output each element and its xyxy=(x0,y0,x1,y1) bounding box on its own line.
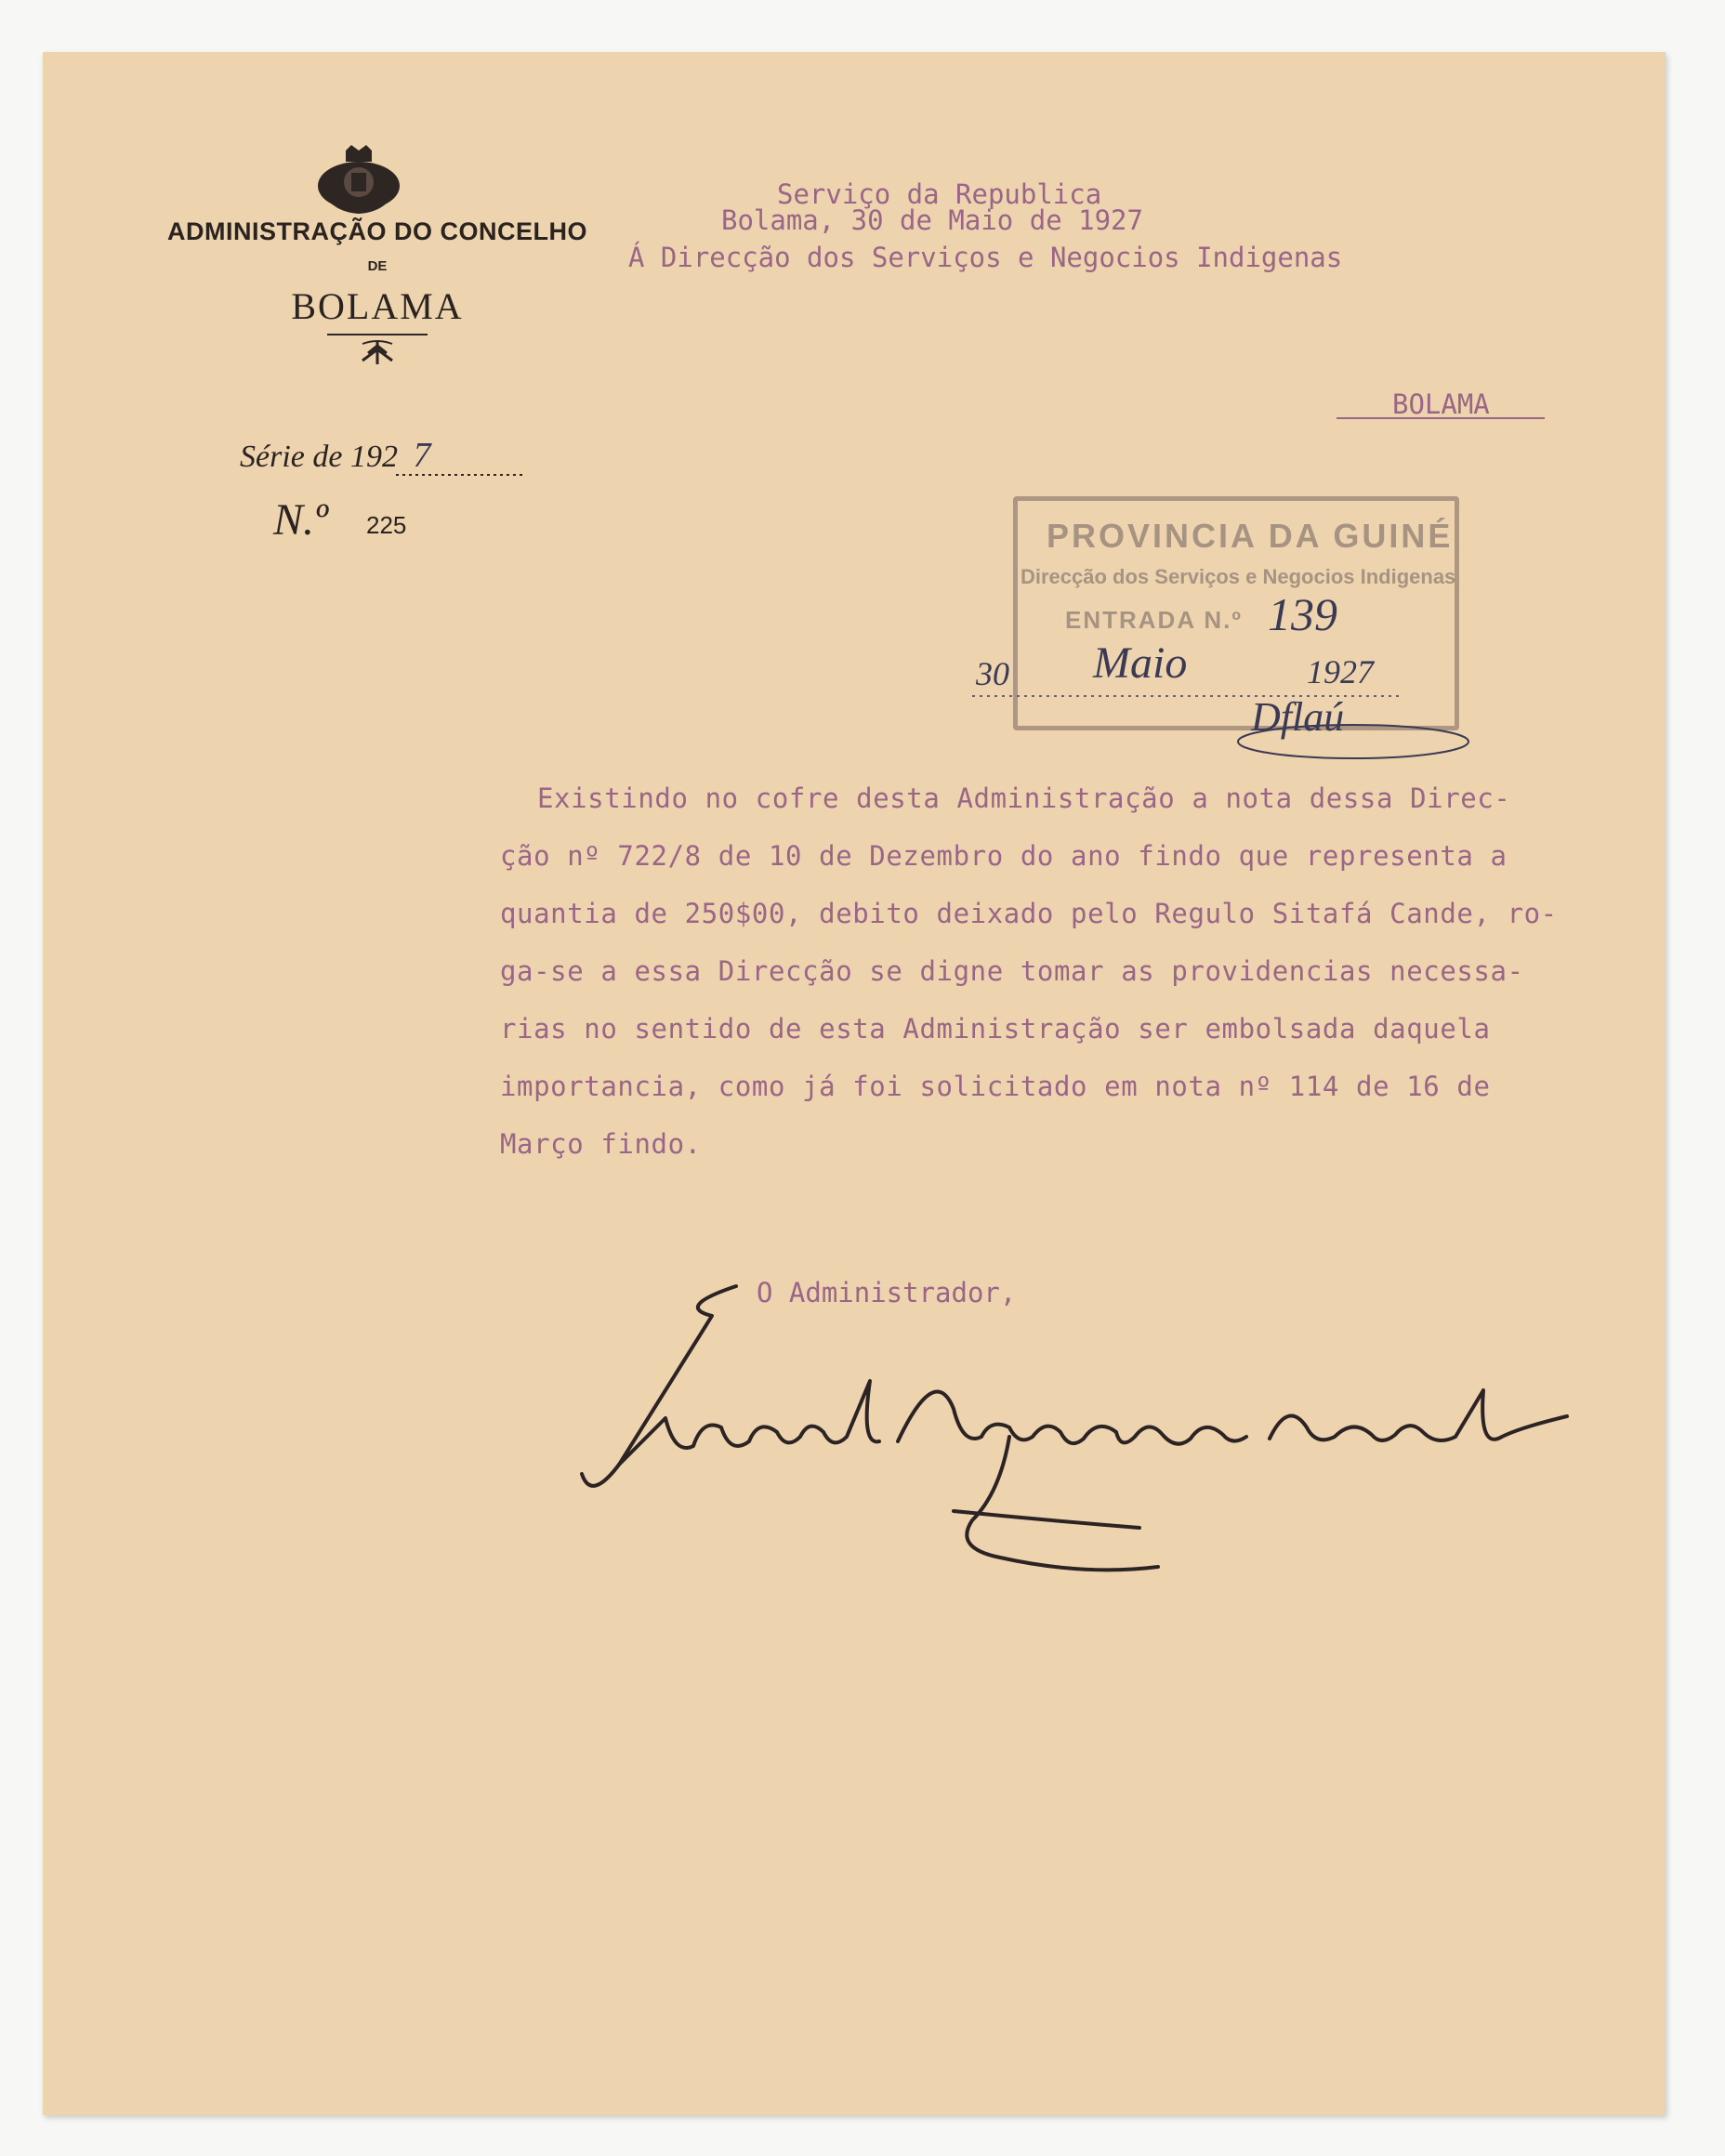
stamp-date-day: 30 xyxy=(976,655,1009,692)
body-line-4: ga-se a essa Direcção se digne tomar as providencias necessa- xyxy=(500,955,1524,987)
body-line-5: rias no sentido de esta Administração ser embolsada daquela xyxy=(500,1013,1491,1045)
header-line-3: Á Direcção dos Serviços e Negocios Indigenas xyxy=(628,242,1343,273)
number-value: 225 xyxy=(366,511,407,539)
stamp-entry-label: ENTRADA N.º xyxy=(1065,606,1243,634)
body-line-7: Março findo. xyxy=(500,1128,702,1160)
serie-dotted-line xyxy=(396,472,526,478)
body-line-1: Existindo no cofre desta Administração a nota dessa Direc- xyxy=(537,782,1511,814)
closing-salutation: O Administrador, xyxy=(757,1277,1017,1308)
stamp-date-year: 1927 xyxy=(1307,653,1374,690)
header-line-1: Serviço da Republica xyxy=(777,178,1102,210)
stamp-line-2: Direcção dos Serviços e Negocios Indigenas xyxy=(1021,565,1456,588)
stamp-line-1: PROVINCIA DA GUINÉ xyxy=(1047,517,1454,555)
body-line-2: ção nº 722/8 de 10 de Dezembro do ano findo que representa a xyxy=(500,840,1508,872)
serie-label-text: Série de 192 xyxy=(240,440,398,474)
coat-of-arms-icon xyxy=(312,145,405,214)
stamp-entry-number: 139 xyxy=(1268,588,1337,640)
letterhead-de: DE xyxy=(367,258,388,274)
signature-image xyxy=(563,1279,1586,1613)
serie-label xyxy=(240,435,430,476)
document-sheet xyxy=(43,52,1666,2115)
letterhead-place: BOLAMA xyxy=(291,285,464,327)
letterhead-title: ADMINISTRAÇÃO DO CONCELHO xyxy=(167,217,587,245)
body-line-3: quantia de 250$00, debito deixado pelo Regulo Sitafá Cande, ro- xyxy=(500,898,1558,929)
number-label: N.º xyxy=(273,495,328,545)
header-line-2: Bolama, 30 de Maio de 1927 xyxy=(721,204,1143,236)
stamp-initials-flourish xyxy=(1232,703,1474,768)
recipient-underline xyxy=(1337,416,1545,420)
stamp-date-month: Maio xyxy=(1093,638,1188,688)
serie-year-digit: 7 xyxy=(413,436,431,475)
stamp-initials: Dflaú xyxy=(1251,694,1345,740)
body-line-6: importancia, como já foi solicitado em nota nº 114 de 16 de xyxy=(500,1071,1491,1102)
recipient-city: BOLAMA xyxy=(1392,388,1490,420)
ornament-icon xyxy=(322,329,433,370)
